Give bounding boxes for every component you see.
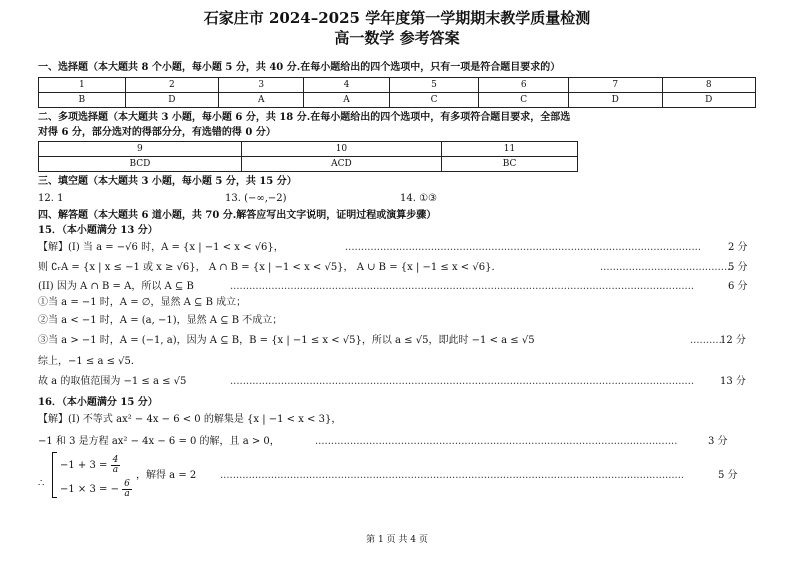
- table-cell: 1: [39, 78, 126, 93]
- table-row: [39, 157, 578, 172]
- table-cell: 9: [39, 142, 242, 157]
- table-cell: A: [219, 93, 304, 108]
- table-cell: 10: [241, 142, 441, 157]
- eq1-denominator: a: [112, 465, 119, 475]
- q16-solve-score: 5 分: [718, 470, 738, 481]
- page-subtitle: 高一数学 参考答案: [334, 29, 460, 47]
- equation-brace: [52, 452, 57, 498]
- q15-line7: 综上，−1 ≤ a ≤ √5．: [38, 356, 141, 367]
- q15-line6-score: 12 分: [720, 335, 746, 346]
- answer-q12: 12. 1: [38, 193, 64, 204]
- q15-line3: (II) 因为 A ∩ B = A，所以 A ⊆ B: [38, 281, 194, 292]
- q15-title: 15．（本小题满分 13 分）: [38, 225, 158, 236]
- q15-line2: 则 ∁ᵣA = {x | x ≤ −1 或 x ≥ √6}， A ∩ B = {x | −1 < x < √5}， A ∪ B = {x | −1 ≤ x < √6}．: [38, 262, 502, 273]
- leader-dots: ................................................................................................................: [345, 242, 702, 253]
- q16-equation1: [60, 456, 120, 475]
- table-cell: 4: [304, 78, 389, 93]
- page-footer: 第 1 页 共 4 页: [366, 535, 428, 545]
- eq2-numerator: 6: [124, 479, 130, 489]
- eq2-denominator: a: [124, 489, 130, 499]
- page-title: 石家庄市 2024–2025 学年度第一学期期末教学质量检测: [203, 9, 591, 27]
- q16-line2: −1 和 3 是方程 ax² − 4x − 6 = 0 的解，且 a > 0，: [38, 436, 280, 447]
- leader-dots: ..................................................................................................................................................: [220, 470, 685, 481]
- q15-line3-score: 6 分: [728, 281, 748, 292]
- q16-line1: 【解】(I) 不等式 ax² − 4x − 6 < 0 的解集是 {x | −1 < x < 3}，: [38, 414, 342, 425]
- answer-q13: 13. (−∞,−2): [225, 193, 287, 204]
- table-cell: 7: [569, 78, 662, 93]
- q15-line1: 【解】(I) 当 a = −√6 时，A = {x | −1 < x < √6}，: [38, 242, 284, 253]
- table-cell: ACD: [241, 157, 441, 172]
- table-cell: D: [662, 93, 756, 108]
- q16-solve: ，解得 a = 2: [136, 470, 197, 481]
- q15-line5: ②当 a < −1 时，A = (a, −1)，显然 A ⊆ B 不成立；: [38, 315, 283, 326]
- leader-dots: ..................................................................................................................................................: [230, 376, 695, 387]
- section1-heading: 一、选择题（本大题共 8 个小题，每小题 5 分，共 40 分.在每小题给出的四个选项中，只有一项是符合题目要求的）: [38, 62, 561, 73]
- section2-answer-table: [38, 141, 578, 172]
- table-cell: D: [569, 93, 662, 108]
- table-cell: BC: [442, 157, 578, 172]
- leader-dots: ..................................................................................................................................................: [230, 281, 695, 292]
- table-cell: C: [389, 93, 479, 108]
- eq2-lhs: −1 × 3 = −: [60, 484, 119, 495]
- table-row: [39, 93, 756, 108]
- q15-line1-score: 2 分: [728, 242, 748, 253]
- leader-dots: ..................................................................................................................: [315, 436, 678, 447]
- q16-title: 16．（本小题满分 15 分）: [38, 397, 158, 408]
- q15-line2-score: 5 分: [728, 262, 748, 273]
- section1-answer-table: [38, 77, 756, 108]
- table-cell: 3: [219, 78, 304, 93]
- eq2-fraction: [122, 480, 132, 499]
- q15-line8-score: 13 分: [720, 376, 746, 387]
- table-cell: 2: [125, 78, 218, 93]
- section2-heading-line2: 对得 6 分，部分选对的得部分分，有选错的得 0 分）: [38, 127, 276, 138]
- table-cell: 5: [389, 78, 479, 93]
- eq1-lhs: −1 + 3 =: [60, 460, 108, 471]
- table-cell: C: [479, 93, 569, 108]
- leader-dots: ..........................................: [600, 262, 734, 273]
- table-cell: 11: [442, 142, 578, 157]
- answer-q14: 14. ①③: [400, 193, 438, 204]
- section4-heading: 四、解答题（本大题共 6 道小题，共 70 分.解答应写出文字说明，证明过程或演算步骤）: [38, 210, 437, 221]
- section3-heading: 三、填空题（本大题共 3 小题，每小题 5 分，共 15 分）: [38, 176, 297, 187]
- q15-line6: ③当 a > −1 时，A = (−1, a)，因为 A ⊆ B，B = {x | −1 ≤ x < √5}，所以 a ≤ √5，即此时 −1 < a ≤ √5: [38, 335, 535, 346]
- table-cell: B: [39, 93, 126, 108]
- leader-dots: ..........: [690, 335, 722, 346]
- q16-equation2: [60, 480, 132, 499]
- eq1-fraction: [111, 456, 121, 475]
- table-cell: BCD: [39, 157, 242, 172]
- eq1-numerator: 4: [112, 455, 119, 465]
- q16-line2-score: 3 分: [708, 436, 728, 447]
- table-row: [39, 78, 756, 93]
- therefore-symbol: ∴: [38, 478, 45, 489]
- q15-line8: 故 a 的取值范围为 −1 ≤ a ≤ √5: [38, 376, 187, 387]
- table-cell: D: [125, 93, 218, 108]
- table-cell: A: [304, 93, 389, 108]
- section2-heading-line1: 二、多项选择题（本大题共 3 小题，每小题 6 分，共 18 分.在每小题给出的四个选项中，有多项符合题目要求，全部选: [38, 112, 571, 123]
- table-cell: 8: [662, 78, 756, 93]
- table-cell: 6: [479, 78, 569, 93]
- q15-line4: ①当 a = −1 时，A = ∅，显然 A ⊆ B 成立；: [38, 297, 247, 308]
- table-row: [39, 142, 578, 157]
